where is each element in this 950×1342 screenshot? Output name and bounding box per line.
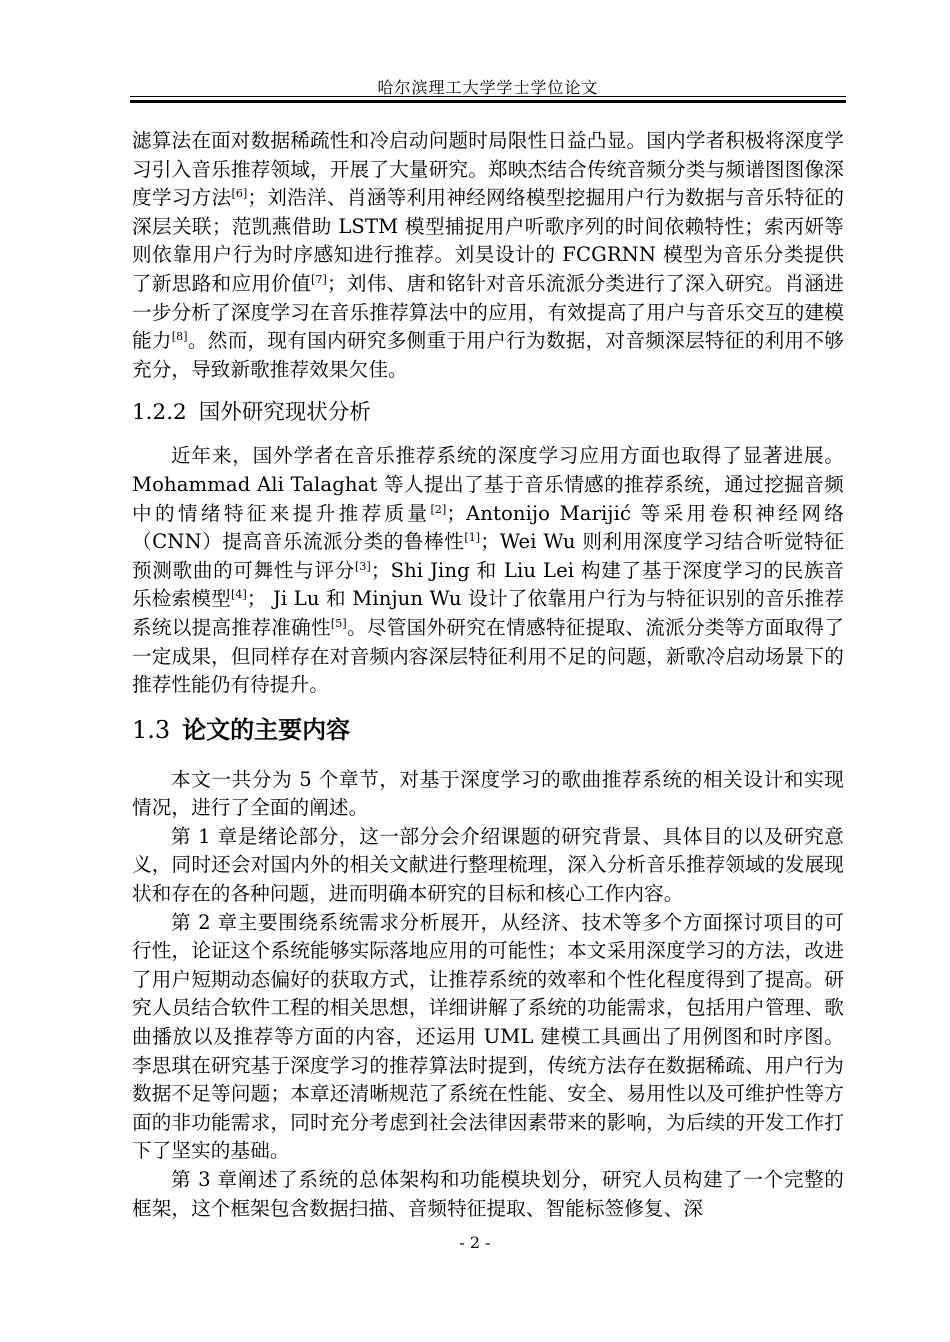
citation-ref: [6] bbox=[231, 187, 248, 201]
citation-ref: [3] bbox=[354, 559, 371, 573]
paragraph-text: 。尽管国外研究在情感特征提取、流派分类等方面取得了一定成果，但同样存在对音频内容深层特征利用不足的问题，新歌冷启动场景下的推荐性能仍有待提升。 bbox=[132, 615, 845, 697]
paragraph-text: 第 3 章阐述了系统的总体架构和功能模块划分，研究人员构建了一个完整的框架，这个框架包含数据扫描、音频特征提取、智能标签修复、深 bbox=[132, 1168, 844, 1220]
body-content bbox=[132, 127, 844, 1223]
body-paragraph bbox=[132, 823, 844, 909]
heading-number: 1.2.2 bbox=[132, 400, 187, 426]
citation-ref: [1] bbox=[464, 531, 481, 545]
heading-text: 国外研究现状分析 bbox=[198, 400, 371, 426]
body-paragraph bbox=[132, 127, 844, 384]
citation-ref: [8] bbox=[171, 330, 188, 344]
paragraph-text: 近年来，国外学者在音乐推荐系统的深度学习应用方面也取得了显著进展。Mohammad Ali Talaghat 等人提出了基于音乐情感的推荐系统，通过挖掘音频中的情绪特征来提升推荐质量 bbox=[132, 444, 844, 525]
header-rule-thin bbox=[130, 96, 846, 97]
paragraph-text: 第 2 章主要围绕系统需求分析展开，从经济、技术等多个方面探讨项目的可行性，论证这个系统能够实际落地应用的可能性；本文采用深度学习的方法，改进了用户短期动态偏好的获取方式，让推荐系统的效率和个性化程度得到了提高。研究人员结合软件工程的相关思想，详细讲解了系统的功能需求，包括用户管理、歌曲播放以及推荐等方面的内容，还运用 UML 建模工具画出了用例图和时序图。李思琪在研究基于深度学习的推荐算法时提到，传统方法存在数据稀疏、用户行为数据不足等问题；本章还清晰规范了系统在性能、安全、易用性以及可维护性等方面的非功能需求，同时充分考虑到社会法律因素带来的影响，为后续的开发工作打下了坚实的基础。 bbox=[132, 910, 844, 1163]
paragraph-text: ；Shi Jing 和 Liu Lei 构建了基于深度学习的民族音乐检索模型 bbox=[132, 558, 844, 611]
paragraph-text: ；刘浩洋、肖涵等利用神经网络模型挖掘用户行为数据与音乐特征的深层关联；范凯燕借助 LSTM 模型捕捉用户听歌序列的时间依赖特性；索丙妍等则依靠用户行为时序感知进行推荐。刘昊设计的 FCGRNN 模型为音乐分类提供了新思路和应用价值 bbox=[132, 186, 845, 295]
paragraph-text: 本文一共分为 5 个章节，对基于深度学习的歌曲推荐系统的相关设计和实现情况，进行了全面的阐述。 bbox=[132, 767, 844, 820]
paragraph-text: ；刘伟、唐和铭针对音乐流派分类进行了深入研究。肖涵进一步分析了深度学习在音乐推荐算法中的应用，有效提高了用户与音乐交互的建模能力 bbox=[132, 271, 844, 353]
paragraph-text: 滤算法在面对数据稀疏性和冷启动问题时局限性日益凸显。国内学者积极将深度学习引入音乐推荐领域，开展了大量研究。郑映杰结合传统音频分类与频谱图图像深度学习方法 bbox=[132, 129, 844, 210]
paragraph-text: ； Ji Lu 和 Minjun Wu 设计了依靠用户行为与特征识别的音乐推荐系统以提高推荐准确性 bbox=[132, 587, 845, 639]
page-number: - 2 - bbox=[459, 1233, 491, 1252]
body-paragraph bbox=[132, 766, 844, 823]
paragraph-text: ；Antonijo Marijić 等采用卷积神经网络（CNN）提高音乐流派分类的鲁棒性 bbox=[132, 501, 844, 554]
citation-ref: [2] bbox=[430, 502, 447, 516]
paragraph-text: 。然而，现有国内研究多侧重于用户行为数据，对音频深层特征的利用不够充分，导致新歌推荐效果欠佳。 bbox=[132, 329, 844, 381]
heading-text: 论文的主要内容 bbox=[182, 714, 351, 744]
citation-ref: [5] bbox=[330, 616, 347, 630]
running-header: 哈尔滨理工大学学士学位论文 bbox=[377, 78, 599, 97]
paragraph-text: ；Wei Wu 则利用深度学习结合听觉特征预测歌曲的可舞性与评分 bbox=[132, 530, 844, 582]
body-paragraph bbox=[132, 909, 844, 1166]
paragraph-text: 第 1 章是绪论部分，这一部分会介绍课题的研究背景、具体目的以及研究意义，同时还会对国内外的相关文献进行整理梳理，深入分析音乐推荐领域的发展现状和存在的各种问题，进而明确本研究的目标和核心工作内容。 bbox=[132, 824, 844, 906]
subsection-heading bbox=[132, 384, 844, 442]
citation-ref: [4] bbox=[230, 588, 247, 602]
body-paragraph bbox=[132, 442, 844, 699]
citation-ref: [7] bbox=[311, 272, 327, 286]
section-heading bbox=[132, 700, 844, 766]
heading-number: 1.3 bbox=[132, 715, 171, 744]
body-paragraph bbox=[132, 1166, 844, 1223]
header-rule-thick bbox=[130, 100, 846, 103]
